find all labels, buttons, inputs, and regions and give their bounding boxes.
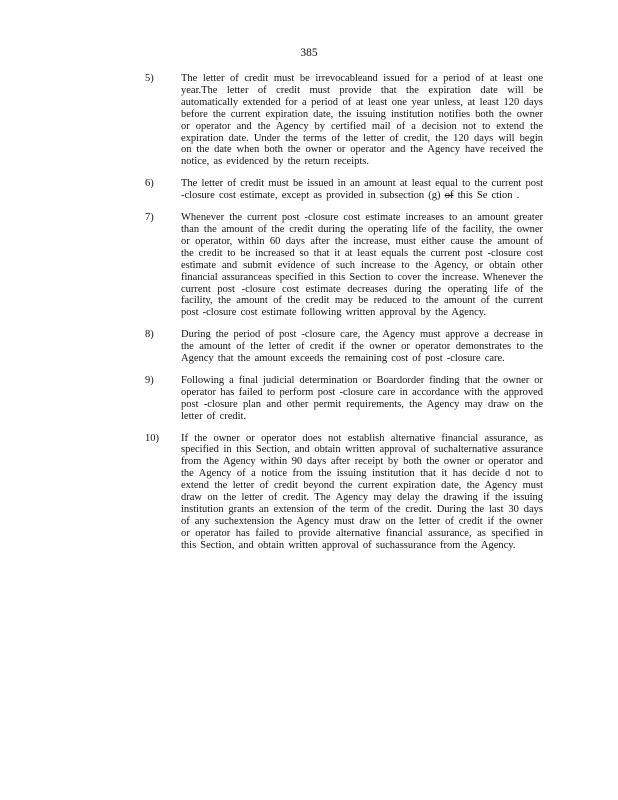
item-number: 9) <box>145 374 154 386</box>
page-number: 385 <box>300 47 318 59</box>
list-item-8 <box>145 329 543 365</box>
item-number: 5) <box>145 73 154 84</box>
list-item-10 <box>145 433 543 552</box>
item-text: Whenever the current post -closure cost estimate increases to an amount greater than the amount of the credit during the operating life of the facility, the owner or operator, within 60 days after the increase, must either cause the amount of the credit to be increased so that it at least equals the current post -closure cost estimate and submit evidence of such increase to the Agency, or obtain other financial assuranceas specified in this Section to cover the increase. Whenever the current post -closure cost estimate decreases during the operating life of the facility, the amount of the credit may be reduced to the amount of the current post -closure cost estimate following written approval by the Agency. <box>181 212 543 319</box>
item-text-before: The letter of credit must be issued in an amount at least equal to the current post -closure cost estimate, except as provided in subsection (g) <box>181 178 543 202</box>
list-item-6 <box>145 178 543 202</box>
struck-text: of <box>444 190 454 202</box>
item-text: During the period of post -closure care, the Agency must approve a decrease in the amount of the letter of credit if the owner or operator demonstrates to the Agency that the amount exceeds the remaining cost of post -closure care. <box>181 329 543 365</box>
list-item-7 <box>145 212 543 319</box>
item-text-after: this Se ction . <box>453 190 520 202</box>
item-text: Following a final judicial determination or Boardorder finding that the owner or operator has failed to perform post -closure care in accordance with the approved post -closure plan and other permit requirements, the Agency may draw on the letter of credit. <box>181 374 543 422</box>
item-number: 8) <box>145 329 154 341</box>
item-text: The letter of credit must be irrevocableand issued for a period of at least one year.The letter of credit must provide that the expiration date will be automatically extended for a period of at least one year unless, at least 120 days before the current expiration date, the issuing institution notifies both the owner or operator and the Agency by certified mail of a decision not to extend the expiration date. Under the terms of the letter of credit, the 120 days will begin on the date when both the owner or operator and the Agency have received the notice, as evidenced by the return receipts. <box>181 73 543 168</box>
item-number: 10) <box>145 432 159 444</box>
list-item-5 <box>145 73 543 168</box>
item-number: 6) <box>145 178 154 190</box>
item-text <box>181 178 543 202</box>
document-body <box>145 73 543 562</box>
item-text: If the owner or operator does not establish alternative financial assurance, as specified in this Section, and obtain written approval of suchalternative assurance from the Agency within 90 days after receipt by both the owner or operator and the Agency of a notice from the issuing institution that it has decide d not to extend the letter of credit beyond the current expiration date, the Agency must draw on the letter of credit. The Agency may delay the drawing if the issuing institution grants an extension of the term of the credit. During the last 30 days of any suchextension the Agency must draw on the letter of credit if the owner or operator has failed to provide alternative financial assurance, as specified in this Section, and obtain written approval of suchassurance from the Agency. <box>181 432 543 551</box>
list-item-9 <box>145 375 543 423</box>
item-number: 7) <box>145 212 154 224</box>
